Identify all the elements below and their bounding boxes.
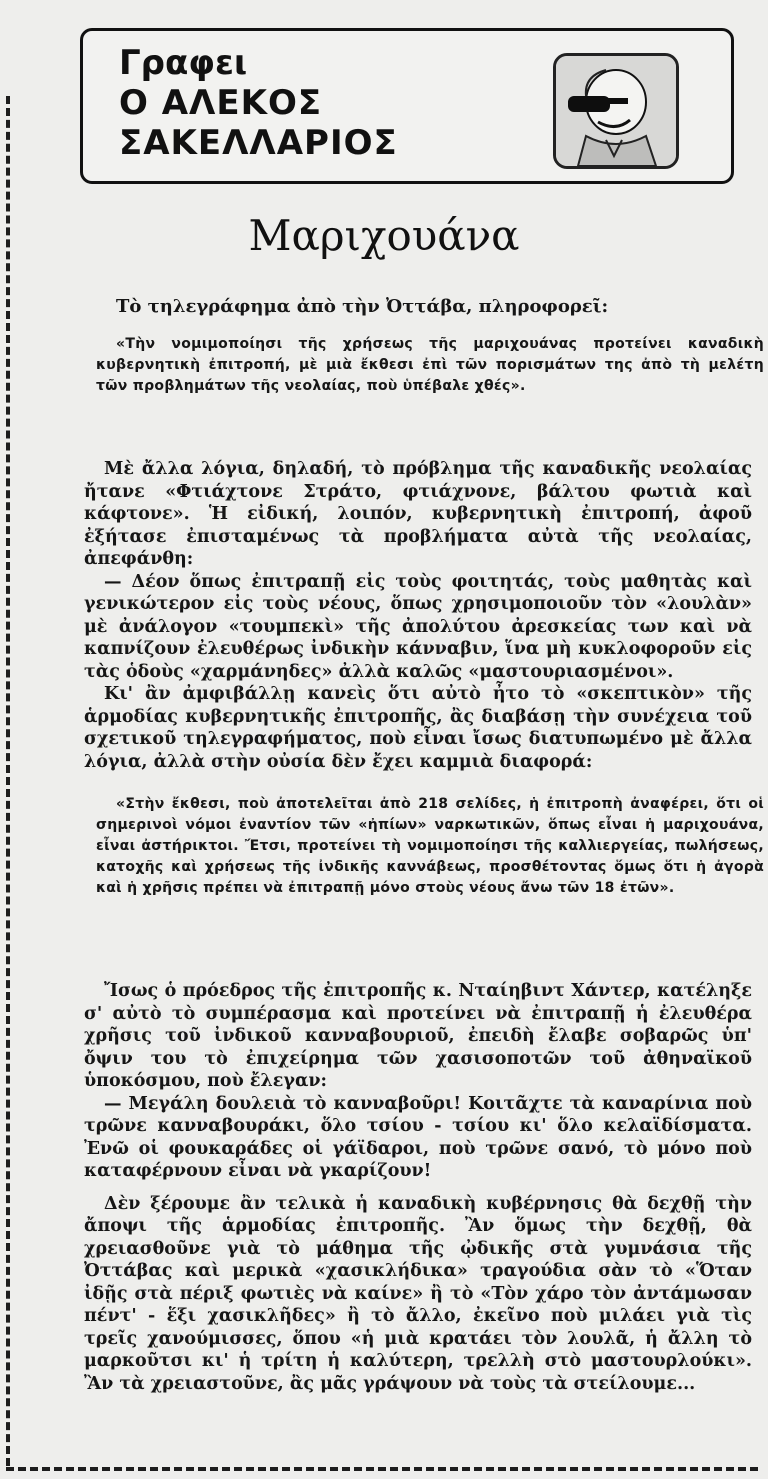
quote-2-text: «Στὴν ἔκθεσι, ποὺ ἀποτελεῖται ἀπὸ 218 σελίδες, ἡ ἐπιτροπὴ ἀναφέρει, ὅτι οἱ σημερινοὶ νόμοι ἐναντίον τῶν «ἠπίων» ναρκωτικῶν, ὅπως εἶναι ἡ μαριχουάνα, εἶναι ἀστήρικτοι. Ἔτσι, προτείνει τὴ νομιμοποίησι τῆς καλλιεργείας, πωλήσεως, κατοχῆς καὶ χρήσεως τῆς ἰνδικῆς καννάβεως, προσθέτοντας ὅμως ὅτι ἡ ἀγορὰ καὶ ἡ χρῆσις πρέπει νὰ ἐπιτραπῇ μόνο στοὺς νέους ἄνω τῶν 18 ἐτῶν».	[96, 796, 764, 896]
paragraph-3: Κι' ἂν ἀμφιβάλλῃ κανεὶς ὅτι αὐτὸ ἦτο τὸ «σκεπτικὸν» τῆς ἁρμοδίας κυβερνητικῆς ἐπιτροπῆς, ἂς διαβάσῃ τὴν συνέχεια τοῦ σχετικοῦ τηλεγραφήματος, ποὺ εἶναι ἴσως διατυπωμένο μὲ ἄλλα λόγια, ἀλλὰ στὴν οὐσία δὲν ἔχει καμμιὰ διαφορά:	[84, 684, 752, 772]
quote-1-text: «Τὴν νομιμοποίησι τῆς χρήσεως τῆς μαριχουάνας προτείνει καναδικὴ κυβερνητικὴ ἐπιτροπή, μὲ μιὰ ἔκθεσι ἐπὶ τῶν πορισμάτων της ἀπὸ τὴ μελέτη τῶν προβλημάτων τῆς νεολαίας, ποὺ ὑπέβαλε χθές».	[96, 336, 764, 394]
paragraph-1: Μὲ ἄλλα λόγια, δηλαδή, τὸ πρόβλημα τῆς καναδικῆς νεολαίας ἤτανε «Φτιάχτονε Στράτο, φτιάχνονε, βάλτου φωτιὰ καὶ κάφτονε». Ἡ εἰδική, λοιπόν, κυβερνητικὴ ἐπιτροπή, ἀφοῦ ἐξήτασε ἐπισταμένως τὰ προβλήματα αὐτὰ τῆς νεολαίας, ἀπεφάνθη:	[84, 459, 752, 569]
dashed-border-left	[6, 96, 10, 1466]
header-text	[119, 43, 398, 163]
body-section-1	[84, 458, 752, 773]
header-writes: Γραφει	[119, 43, 248, 83]
author-portrait	[553, 53, 679, 169]
dashed-border-bottom	[6, 1467, 758, 1471]
intro-line: Τὸ τηλεγράφημα ἀπὸ τὴν Ὀττάβα, πληροφορεῖ:	[116, 296, 609, 317]
header-author-last: ΣΑΚΕΛΛΑΡΙΟΣ	[119, 123, 398, 163]
header-author-first: Ο ΑΛΕΚΟΣ	[119, 83, 323, 123]
quote-block-2	[96, 794, 764, 899]
column-header	[80, 28, 734, 184]
quote-block-1	[96, 334, 764, 397]
paragraph-6: Δὲν ξέρουμε ἂν τελικὰ ἡ καναδικὴ κυβέρνησις θὰ δεχθῇ τὴν ἄποψι τῆς ἁρμοδίας ἐπιτροπῆς. Ἂν ὅμως τὴν δεχθῇ, θὰ χρειασθοῦνε γιὰ τὸ μάθημα τῆς ᾠδικῆς στὰ γυμνάσια τῆς Ὀττάβας καὶ μερικὰ «χασικλήδικα» τραγούδια σὰν τὸ «Ὅταν ἰδῇς στὰ πέριξ φωτιὲς νὰ καίνε» ἢ τὸ «Τὸν χάρο τὸν ἀντάμωσαν πέντ' - ἕξι χασικλῆδες» ἢ τὸ ἄλλο, ἐκεῖνο ποὺ μιλάει γιὰ τὶς τρεῖς χανούμισσες, ὅπου «ἡ μιὰ κρατάει τὸν λουλᾶ, ἡ ἄλλη τὸ μαρκοῦτσι κι' ἡ τρίτη ἡ καλύτερη, τρελλὴ στὸ μαστουρλούκι». Ἂν τὰ χρειαστοῦνε, ἂς μᾶς γράψουν νὰ τοὺς τὰ στείλουμε...	[84, 1193, 752, 1394]
paragraph-4: Ἴσως ὁ πρόεδρος τῆς ἐπιτροπῆς κ. Νταίηβιντ Χάντερ, κατέληξε σ' αὐτὸ τὸ συμπέρασμα καὶ προτείνει νὰ ἐπιτραπῇ ἡ ἐλευθέρα χρῆσις τοῦ ἰνδικοῦ κανναβουριοῦ, ἐπειδὴ ἔλαβε σοβαρῶς ὑπ' ὄψιν του τὸ ἐπιχείρημα τῶν χασισοποτῶν τοῦ ἀθηναϊκοῦ ὑποκόσμου, ποὺ ἔλεγαν:	[84, 981, 752, 1091]
author-caricature-icon	[556, 56, 676, 166]
paragraph-5: — Μεγάλη δουλειὰ τὸ κανναβοῦρι! Κοιτᾶχτε τὰ καναρίνια ποὺ τρῶνε κανναβουράκι, ὅλο τσίου - τσίου κι' ὅλο κελαϊδίσματα. Ἐνῶ οἱ φουκαράδες οἱ γάϊδαροι, ποὺ τρῶνε σανό, τὸ μόνο ποὺ καταφέρνουν εἶναι νὰ γκαρίζουν!	[84, 1093, 752, 1181]
paragraph-2: — Δέον ὅπως ἐπιτραπῇ εἰς τοὺς φοιτητάς, τοὺς μαθητὰς καὶ γενικώτερον εἰς τοὺς νέους, ὅπως χρησιμοποιοῦν τὸν «λουλὰν» μὲ ἀνάλογον «τουμπεκὶ» τῆς ἀπολύτου ἀρεσκείας των καὶ νὰ καπνίζουν ἐλευθέρως ἰνδικὴν κάνναβιν, ἵνα μὴ κυκλοφοροῦν εἰς τὰς ὁδοὺς «χαρμάνηδες» ἀλλὰ καλῶς «μαστουριασμένοι».	[84, 571, 752, 682]
body-section-2	[84, 980, 752, 1395]
article-title: Μαριχουάνα	[248, 211, 520, 260]
